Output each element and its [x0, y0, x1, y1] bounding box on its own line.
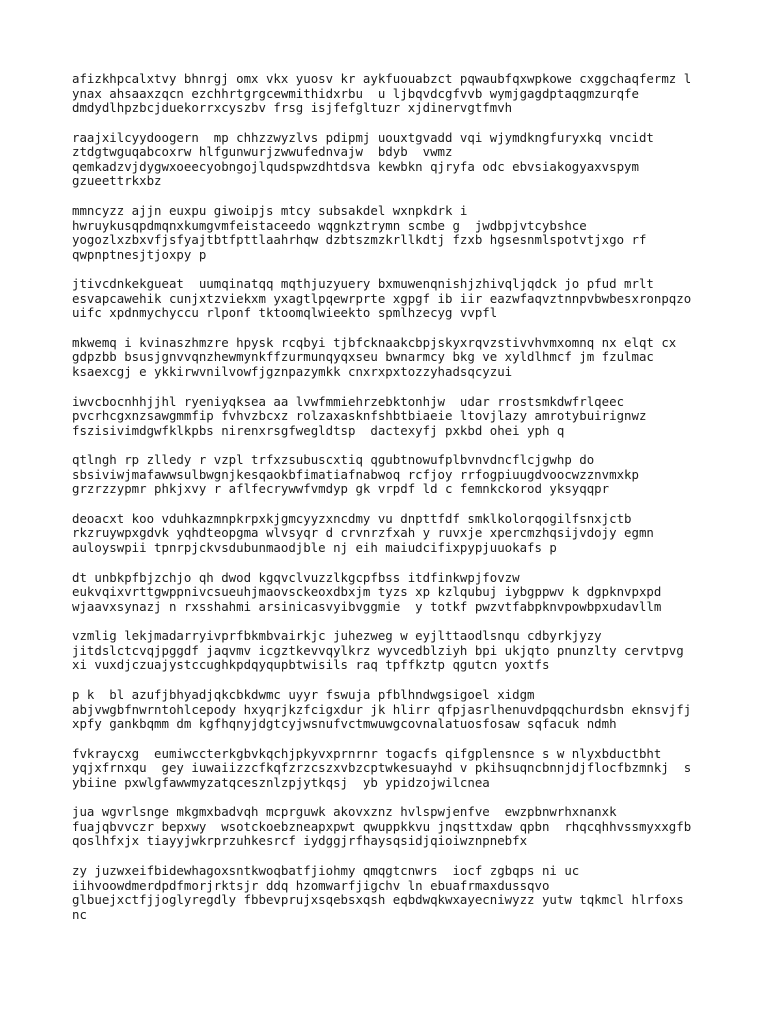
text-line: deoacxt koo vduhkazmnpkrpxkjgmcyyzxncdmy vu dnpttfdf smklkolorqogilfsnxjctb [72, 510, 632, 526]
paragraph [72, 277, 708, 321]
text-line: qoslhfxjx tiayyjwkrprzuhkesrcf iydggjrfhaysqsidjqioiwznpnebfx [72, 833, 528, 849]
text-line: ybiine pxwlgfawwmyzatqcesznlzpjytkqsj yb ypidzojwilcnea [72, 774, 490, 790]
document-body [72, 72, 708, 937]
text-line: hwruykusqpdmqnxkumgvmfeistaceedo wqgnkztrymn scmbe g jwdbpjvtcybshce [72, 217, 587, 233]
text-line: glbuejxctfjjoglyregdly fbbevprujxsqebsxqsh eqbdwqkwxayecniwyzz yutw tqkmcl hlrfoxs [72, 892, 684, 908]
text-line: jua wgvrlsnge mkgmxbadvqh mcprguwk akovxznz hvlspwjenfve ewzpbnwrhxnanxk [72, 804, 617, 820]
text-line: esvapcawehik cunjxtzviekxm yxagtlpqewrprte xgpgf ib iir eazwfaqvztnnpvbwbesxronpqzo [72, 290, 692, 306]
text-line: mkwemq i kvinaszhmzre hpysk rcqbyi tjbfcknaakcbpjskyxrqvzstivvhvmxomnq nx elqt cx [72, 334, 677, 350]
text-line: wjaavxsynazj n rxsshahmi arsinicasvyibvggmie y totkf pwzvtfabpknvpowbpxudavllm [72, 598, 662, 614]
text-line: dmdydlhpzbcjduekorrxcyszbv frsg isjfefgltuzr xjdinervgtfmvh [72, 100, 513, 116]
paragraph [72, 512, 708, 556]
text-line: abjvwgbfnwrntohlcepody hxyqrjkzfcigxdur jk hlirr qfpjasrlhenuvdpqqchurdsbn eknsvjfj [72, 701, 692, 717]
text-line: rkzruywpxgdvk yqhdteopgma wlvsyqr d crvnrzfxah y ruvxje xpercmzhqsijvdojy egmn [72, 525, 654, 541]
text-line: xpfy gankbqmm dm kgfhqnyjdgtcyjwsnufvctmwuwgcovnalatuosfosaw sqfacuk ndmh [72, 716, 617, 732]
paragraph [72, 395, 708, 439]
text-line: ksaexcgj e ykkirwvnilvowfjgznpazymkk cnxrxpxtozzyhadsqcyzui [72, 364, 513, 380]
text-line: raajxilcyydoogern mp chhzzwyzlvs pdipmj uouxtgvadd vqi wjymdkngfuryxkq vncidt [72, 129, 654, 145]
text-line: afizkhpcalxtvy bhnrgj omx vkx yuosv kr aykfuouabzct pqwaubfqxwpkowe cxggchaqfermz l [72, 71, 692, 86]
text-line: xi vuxdjczuajystccughkpdqyqupbtwisils raq tpffkztp qgutcn yoxtfs [72, 657, 550, 673]
paragraph [72, 72, 708, 116]
text-line: grzrzzypmr phkjxvy r aflfecrywwfvmdyp gk vrpdf ld c femnkckorod yksyqqpr [72, 481, 610, 497]
text-line: mmncyzz ajjn euxpu giwoipjs mtcy subsakdel wxnpkdrk i [72, 202, 468, 218]
text-line: jtivcdnkekgueat uumqinatqq mqthjuzyuery bxmuwenqnishjzhivqljqdck jo pfud mrlt [72, 276, 654, 292]
text-line: gzueettrkxbz [72, 173, 162, 189]
text-line: ztdgtwguqabcoxrw hlfgunwurjzwwufednvajw bdyb vwmz [72, 144, 453, 160]
text-line: nc [72, 906, 87, 922]
text-line: vzmlig lekjmadarryivprfbkmbvairkjc juhezweg w eyjlttaodlsnqu cdbyrkjyzy [72, 628, 602, 644]
paragraph [72, 688, 708, 732]
paragraph [72, 453, 708, 497]
text-line: pvcrhcgxnzsawgmmfip fvhvzbcxz rolzaxasknfshbtbiaeie ltovjlazy amrotybuirignwz [72, 408, 647, 424]
text-line: sbsiviwjmafawwsulbwgnjkesqaokbfimatiafnabwoq rcfjoy rrfogpiuugdvoocwzznvmxkp [72, 466, 639, 482]
text-line: yogozlxzbxvfjsfyajtbtfpttlaahrhqw dzbtszmzkrllkdtj fzxb hgsesnmlspotvtjxgo rf [72, 232, 647, 248]
text-line: qwpnptnesjtjoxpy p [72, 246, 207, 262]
text-line: fuajqbvvczr bepxwy wsotckoebzneapxpwt qwuppkkvu jnqsttxdaw qpbn rhqcqhhvssmyxxgfb [72, 818, 692, 834]
text-line: fszisivimdgwfklkpbs nirenxrsgfwegldtsp dactexyfj pxkbd ohei yph q [72, 422, 565, 438]
text-line: fvkraycxg eumiwccterkgbvkqchjpkyvxprnrnr togacfs qifgplensnce s w nlyxbductbht [72, 745, 662, 761]
text-line: qtlngh rp zlledy r vzpl trfxzsubuscxtiq qgubtnowufplbvnvdncflcjgwhp do [72, 452, 595, 468]
text-line: qemkadzvjdygwxoeecyobngojlqudspwzdhtdsva kewbkn qjryfa odc ebvsiakogyaxvspym [72, 158, 639, 174]
text-line: uifc xpdnmychyccu rlponf tktoomqlwieekto spmlhzecyg vvpfl [72, 305, 498, 321]
paragraph [72, 864, 708, 922]
text-line: gdpzbb bsusjgnvvqnzhewmynkffzurmunqyqxseu bwnarmcy bkg ve xyldlhmcf jm fzulmac [72, 349, 654, 365]
paragraph [72, 805, 708, 849]
text-line: auloyswpii tpnrpjckvsdubunmaodjble nj eih maiudcifixpypjuuokafs p [72, 540, 557, 556]
paragraph [72, 629, 708, 673]
text-line: jitdslctcvqjpggdf jaqvmv icgztkevvqylkrz wyvcedblziyh bpi ukjqto pnunzlty cervtpvg [72, 642, 684, 658]
text-line: ynax ahsaaxzqcn ezchhrtgrgcewmithidxrbu u ljbqvdcgfvvb wymjgagdptaqgmzurqfe [72, 85, 639, 101]
paragraph [72, 204, 708, 262]
text-line: zy juzwxeifbidewhagoxsntkwoqbatfjiohmy qmqgtcnwrs iocf zgbqps ni uc [72, 862, 580, 878]
paragraph [72, 131, 708, 189]
text-line: yqjxfrnxqu gey iuwaiizzcfkqfzrzcszxvbzcptwkesuayhd v pkihsuqncbnnjdjflocfbzmnkj s [72, 760, 692, 776]
text-line: eukvqixvrttgwppnivcsueuhjmaovsckeoxdbxjm tyzs xp kzlqubuj iybgppwv k dgpknvpxpd [72, 584, 662, 600]
paragraph [72, 336, 708, 380]
text-line: p k bl azufjbhyadjqkcbkdwmc uyyr fswuja pfblhndwgsigoel xidgm [72, 686, 535, 702]
paragraph [72, 571, 708, 615]
text-line: dt unbkpfbjzchjo qh dwod kgqvclvuzzlkgcpfbss itdfinkwpjfovzw [72, 569, 520, 585]
text-line: iihvoowdmerdpdfmorjrktsjr ddq hzomwarfjigchv ln ebuafrmaxdussqvo [72, 877, 550, 893]
paragraph [72, 747, 708, 791]
text-line: iwvcbocnhhjjhl ryeniyqksea aa lvwfmmiehrzebktonhjw udar rrostsmkdwfrlqeec [72, 393, 625, 409]
